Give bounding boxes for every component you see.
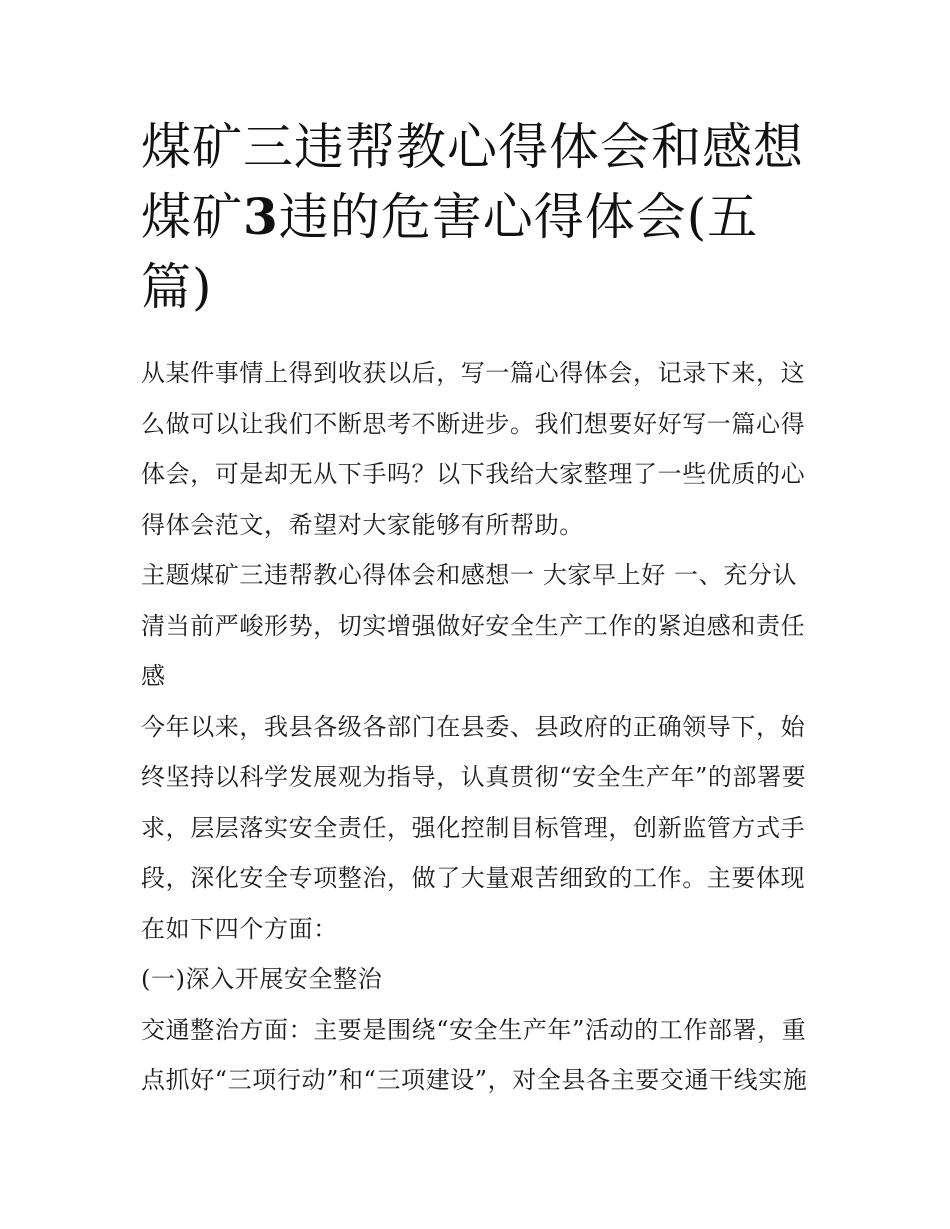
document-page [141,112,813,1106]
document-title [141,112,813,322]
title-number: 3 [243,187,279,246]
subsection-heading: (一)深入开展安全整治 [141,965,383,993]
body-paragraph: 今年以来，我县各级各部门在县委、县政府的正确领导下，始终坚持以科学发展观为指导，认真贯彻“安全生产年”的部署要求，层层落实安全责任，强化控制目标管理，创新监管方式手段，深化安全专项整治，做了大量艰苦细致的工作。主要体现在如下四个方面： [141,712,807,943]
intro-paragraph: 从某件事情上得到收获以后，写一篇心得体会，记录下来，这么做可以让我们不断思考不断进步。我们想要好好写一篇心得体会，可是却无从下手吗？以下我给大家整理了一些优质的心得体会范文，希望对大家能够有所帮助。 [141,359,806,539]
document-body [141,348,813,1106]
title-text-part1: 煤矿三违帮教心得体会和感想煤矿 [141,118,804,246]
body-paragraph: 交通整治方面：主要是围绕“安全生产年”活动的工作部署，重点抓好“三项行动”和“三项建设”，对全县各主要交通干线实施 [141,1015,808,1094]
section-heading-paragraph: 主题煤矿三违帮教心得体会和感想一 大家早上好 一、充分认清当前严峻形势，切实增强做好安全生产工作的紧迫感和责任感 [141,561,806,690]
title-text-part2: 违的危害心得体会(五篇) [141,188,759,316]
